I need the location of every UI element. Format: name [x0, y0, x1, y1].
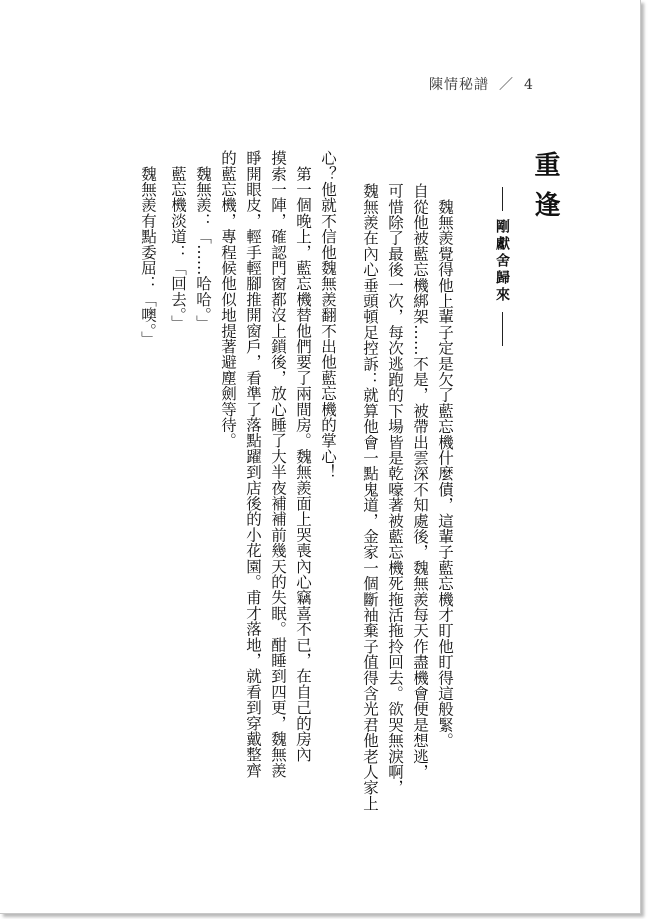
- body-line-6: 第一個晚上，藍忘機替他們要了兩間房。魏無羨面上哭喪內心竊喜不已，在自己的房內: [294, 150, 312, 763]
- body-line-11: 藍忘機淡道：「回去。」: [169, 150, 187, 331]
- body-line-7: 摸索一陣，確認門窗都沒上鎖後，放心睡了大半夜補補前幾天的失眠。酣睡到四更，魏無羨: [269, 150, 287, 778]
- chapter-title: 重逢: [530, 151, 560, 231]
- body-line-3: 可惜除了最後一次，每次逃跑的下場皆是乾嚎著被藍忘機死拖活拖拎回去。欲哭無淚啊，: [386, 183, 404, 796]
- chapter-subtitle-block: [490, 187, 514, 343]
- chapter-subtitle: 剛獻舍歸來: [494, 219, 510, 304]
- body-line-2: 自從他被藍忘機綁架……不是，被帶出雲深不知處後，魏無羨每天作盡機會便是想逃，: [411, 183, 429, 780]
- book-title: 陳情秘譜: [429, 77, 489, 93]
- page-number: 4: [524, 77, 534, 93]
- header-separator: ／: [499, 77, 514, 93]
- body-line-8: 睜開眼皮，輕手輕腳推開窗戶，看準了落點躍到店後的小花園。甫才落地，就看到穿戴整齊: [244, 150, 262, 778]
- body-line-1: 魏無羨覺得他上輩子定是欠了藍忘機什麼債，這輩子藍忘機才盯他盯得這般緊。: [436, 183, 454, 749]
- body-line-4: 魏無羨在內心垂頭頓足控訴：就算他會一點鬼道，金家一個斷袖棄子值得含光君他老人家上: [361, 183, 379, 811]
- body-line-9: 的藍忘機，專程候他似地提著避塵劍等待。: [219, 150, 237, 449]
- subtitle-dash-top: [502, 187, 503, 211]
- body-line-5: 心？他就不信他魏無羨翻不出他藍忘機的掌心！: [319, 150, 337, 480]
- running-header: [429, 74, 534, 96]
- subtitle-dash-bottom: [502, 312, 503, 346]
- body-line-10: 魏無羨：「……哈哈。」: [194, 150, 212, 331]
- body-line-12: 魏無羨有點委屈：「噢。」: [139, 150, 157, 347]
